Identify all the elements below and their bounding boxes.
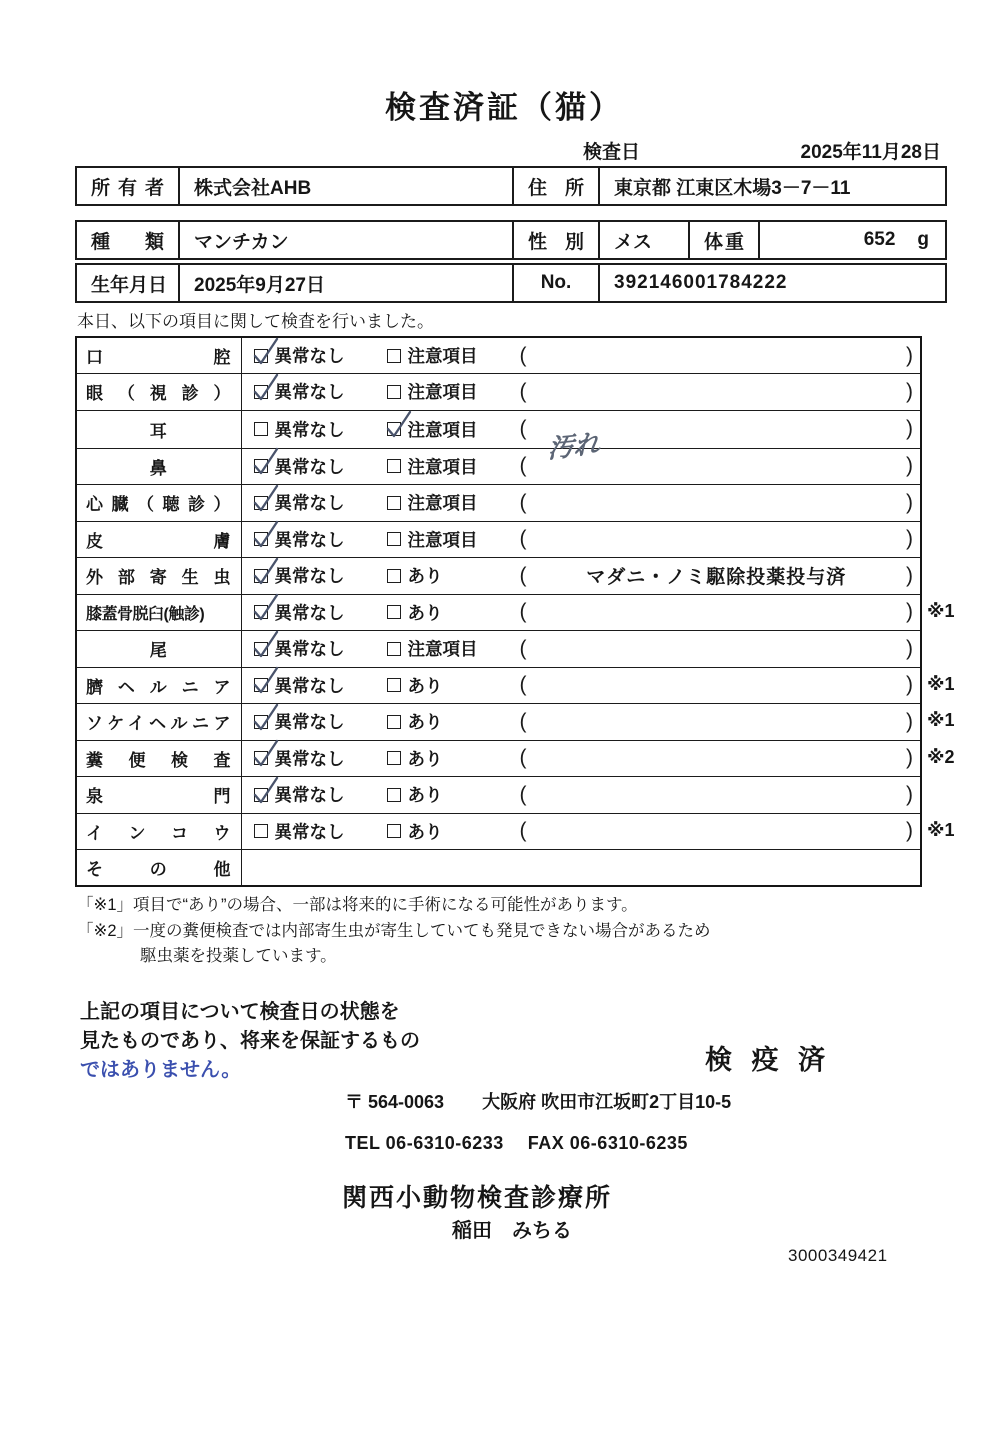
inspection-row-content (241, 813, 921, 850)
inspection-item-label: 尾 (76, 631, 241, 668)
birth-number-table (75, 263, 947, 303)
option-no-abnormality (254, 490, 387, 515)
inspection-item-label: 皮膚 (76, 521, 241, 558)
option-attention (387, 343, 520, 368)
option-attention-label: あり (407, 748, 443, 769)
inspection-row (76, 448, 921, 485)
option-no-abnormality-label: 異常なし (274, 639, 345, 660)
open-paren: ( (519, 490, 527, 514)
inspection-row (76, 410, 921, 448)
open-paren: ( (519, 600, 527, 624)
close-paren: ) (906, 819, 913, 843)
option-attention-checkbox (387, 385, 401, 399)
option-no-abnormality-label: 異常なし (274, 748, 345, 769)
inspection-date-label: 検査日 (583, 142, 641, 163)
quarantine-stamp: 検 疫 済 (705, 1045, 832, 1075)
pet-row-1 (76, 221, 946, 259)
option-attention-checkbox (387, 532, 401, 546)
inspection-row (76, 704, 921, 741)
option-attention-label: あり (407, 821, 443, 842)
inspection-row (76, 631, 921, 668)
disclaimer (80, 998, 500, 1085)
close-paren: ) (906, 343, 913, 367)
inspection-row-content (241, 410, 921, 464)
footnote-2-continued: 駆虫薬を投薬しています。 (140, 947, 337, 966)
close-paren: ) (906, 527, 913, 551)
disclaimer-line-3: ではありません。 (80, 1059, 242, 1081)
clinic-phone-line (345, 1133, 688, 1154)
note-area (520, 522, 921, 558)
inspection-row-content (241, 485, 921, 522)
inspection-date-value: 2025年11月28日 (800, 142, 941, 163)
note-area (520, 558, 921, 594)
serial-number: 3000349421 (788, 1246, 888, 1265)
inspection-item-label: インコウ (76, 813, 241, 850)
inspection-row-content (241, 777, 921, 814)
note-area (520, 595, 921, 631)
option-attention-checkbox (387, 569, 401, 583)
option-attention-checkbox (387, 715, 401, 729)
note-area (520, 741, 921, 777)
open-paren: ( (519, 563, 527, 587)
footnote-ref-mark: ※1 (927, 710, 955, 730)
option-attention (387, 527, 520, 552)
disclaimer-line-1: 上記の項目について検査日の状態を (80, 1001, 400, 1023)
weight-cell (759, 221, 946, 259)
inspection-item-label: ソケイヘルニア (76, 704, 241, 741)
inspection-row-content (241, 558, 921, 595)
number-value: 392146001784222 (599, 264, 946, 302)
option-no-abnormality (254, 600, 387, 625)
inspection-item-label: 鼻 (76, 448, 241, 485)
footnote-ref-mark: ※1 (927, 819, 955, 840)
option-no-abnormality-label: 異常なし (274, 566, 345, 587)
open-paren: ( (519, 527, 527, 551)
option-no-abnormality-label: 異常なし (274, 529, 345, 550)
option-attention-label: あり (407, 785, 443, 806)
owner-value: 株式会社AHB (179, 167, 513, 205)
option-attention-label: あり (407, 566, 443, 587)
weight-value: 652 (863, 229, 896, 250)
open-paren: ( (519, 454, 527, 478)
owner-row (76, 167, 946, 205)
weight-label: 体重 (689, 221, 759, 259)
number-label: No. (513, 264, 599, 302)
inspection-row-content (241, 631, 921, 668)
option-attention-checkbox (387, 824, 401, 838)
inspection-row (76, 558, 921, 595)
note-area (520, 668, 921, 704)
option-attention-label: 注意項目 (407, 493, 478, 514)
footnote-1: 「※1」項目で“あり”の場合、一部は将来的に手術になる可能性があります。 (77, 896, 638, 914)
inspection-table (75, 336, 922, 887)
option-attention (387, 819, 520, 844)
clinic-tel: TEL 06-6310-6233 (345, 1133, 504, 1153)
open-paren: ( (519, 379, 527, 403)
pet-row-2 (76, 264, 946, 302)
open-paren: ( (519, 343, 527, 367)
disclaimer-line-2: 見たものであり、将来を保証するもの (80, 1030, 420, 1052)
option-no-abnormality-checkbox (254, 605, 268, 619)
breed-value: マンチカン (179, 221, 513, 259)
clinic-fax: FAX 06-6310-6235 (527, 1133, 688, 1153)
close-paren: ) (906, 600, 913, 624)
option-no-abnormality-label: 異常なし (274, 821, 345, 842)
option-attention-label: あり (407, 712, 443, 733)
footnote-ref-mark: ※1 (927, 600, 955, 621)
option-no-abnormality-label: 異常なし (274, 712, 345, 733)
intro-text: 本日、以下の項目に関して検査を行いました。 (77, 312, 434, 331)
clinic-address: 大阪府 吹田市江坂町2丁目10-5 (482, 1092, 732, 1112)
inspection-row (76, 594, 921, 631)
option-no-abnormality-checkbox (254, 532, 268, 546)
option-attention (387, 600, 520, 625)
option-attention (387, 417, 520, 442)
inspection-row-content (241, 850, 921, 887)
option-no-abnormality (254, 417, 387, 442)
option-no-abnormality (254, 343, 387, 368)
footnote-marks-column (927, 336, 987, 888)
option-attention-checkbox (387, 642, 401, 656)
option-no-abnormality-label: 異常なし (274, 675, 345, 696)
inspection-item-label: 膝蓋骨脱臼(触診) (76, 594, 241, 631)
close-paren: ) (906, 490, 913, 514)
option-no-abnormality (254, 673, 387, 698)
inspection-date-row (583, 137, 941, 164)
note-area (520, 704, 921, 740)
option-attention (387, 563, 520, 588)
option-no-abnormality-label: 異常なし (274, 419, 345, 440)
close-paren: ) (906, 782, 913, 806)
option-attention (387, 709, 520, 734)
inspection-row (76, 777, 921, 814)
option-no-abnormality-checkbox (254, 824, 268, 838)
option-no-abnormality-checkbox (254, 385, 268, 399)
birthdate-value: 2025年9月27日 (179, 264, 513, 302)
open-paren: ( (519, 819, 527, 843)
inspection-item-label: 糞便検査 (76, 740, 241, 777)
inspection-row-content (241, 594, 921, 631)
inspection-row-content (241, 704, 921, 741)
note-area (520, 338, 921, 373)
option-no-abnormality (254, 819, 387, 844)
clinic-postal-code: 〒 564-0063 (345, 1092, 445, 1112)
option-no-abnormality-label: 異常なし (274, 346, 345, 366)
veterinarian-name: 稲田 みちる (452, 1220, 572, 1242)
open-paren: ( (519, 709, 527, 733)
address-value: 東京都 江東区木場3－7－11 (599, 167, 946, 205)
sex-value: メス (599, 221, 689, 259)
option-attention (387, 746, 520, 771)
inspection-row-content (241, 667, 921, 704)
open-paren: ( (519, 746, 527, 770)
option-attention (387, 454, 520, 479)
note-text: 汚れ (546, 427, 600, 464)
inspection-row (76, 850, 921, 887)
option-no-abnormality (254, 563, 387, 588)
inspection-item-label: 眼（視診） (76, 374, 241, 411)
option-attention-checkbox (387, 459, 401, 473)
inspection-item-label: 口腔 (76, 337, 241, 374)
inspection-item-label: 外部寄生虫 (76, 558, 241, 595)
option-attention (387, 782, 520, 807)
note-area (520, 814, 921, 850)
option-no-abnormality-checkbox (254, 569, 268, 583)
close-paren: ) (906, 636, 913, 660)
option-no-abnormality-label: 異常なし (274, 785, 345, 806)
footnotes (77, 893, 711, 970)
option-no-abnormality-checkbox (254, 642, 268, 656)
option-no-abnormality (254, 709, 387, 734)
close-paren: ) (906, 746, 913, 770)
inspection-row-content (241, 521, 921, 558)
inspection-section (75, 336, 995, 888)
option-no-abnormality (254, 636, 387, 661)
note-area (520, 485, 921, 521)
clinic-name: 関西小動物検査診療所 (342, 1184, 613, 1212)
option-attention-label: 注意項目 (407, 529, 478, 550)
document-title: 検査済証（猫） (385, 90, 623, 125)
close-paren: ) (906, 563, 913, 587)
option-no-abnormality-checkbox (254, 496, 268, 510)
option-attention-checkbox (387, 751, 401, 765)
birthdate-label: 生年月日 (76, 264, 179, 302)
option-attention (387, 379, 520, 404)
option-no-abnormality-checkbox (254, 788, 268, 802)
option-no-abnormality-checkbox (254, 422, 268, 436)
option-attention-label: あり (407, 602, 443, 623)
option-attention-label: 注意項目 (407, 419, 478, 440)
option-attention-checkbox (387, 788, 401, 802)
open-paren: ( (519, 673, 527, 697)
inspection-row (76, 337, 921, 374)
option-attention (387, 490, 520, 515)
inspection-row-content (241, 337, 921, 374)
option-attention (387, 636, 520, 661)
option-attention-checkbox (387, 678, 401, 692)
footnote-2: 「※2」一度の糞便検査では内部寄生虫が寄生していても発見できない場合があるため (77, 921, 711, 940)
inspection-item-label: 耳 (76, 410, 241, 448)
option-no-abnormality-checkbox (254, 349, 268, 363)
weight-unit: g (917, 229, 929, 250)
close-paren: ) (906, 709, 913, 733)
note-area (520, 777, 921, 813)
sex-label: 性別 (513, 221, 599, 259)
inspection-row (76, 740, 921, 777)
inspection-row (76, 485, 921, 522)
inspection-row (76, 667, 921, 704)
open-paren: ( (519, 417, 527, 440)
option-no-abnormality (254, 527, 387, 552)
close-paren: ) (906, 454, 913, 478)
inspection-item-label: 心臓（聴診） (76, 485, 241, 522)
inspection-item-label: 臍ヘルニア (76, 667, 241, 704)
clinic-address-line (345, 1088, 731, 1114)
note-area (520, 631, 921, 667)
inspection-row (76, 813, 921, 850)
footnote-ref-mark: ※2 (927, 746, 955, 767)
inspection-item-label: 泉門 (76, 777, 241, 814)
option-no-abnormality-checkbox (254, 751, 268, 765)
breed-label: 種類 (76, 221, 179, 259)
note-area (519, 411, 921, 464)
option-attention-checkbox (387, 605, 401, 619)
option-no-abnormality-checkbox (254, 459, 268, 473)
inspection-row (76, 521, 921, 558)
open-paren: ( (519, 782, 527, 806)
option-attention-label: 注意項目 (407, 346, 478, 366)
inspection-row-content (241, 740, 921, 777)
owner-label: 所有者 (76, 167, 179, 205)
close-paren: ) (906, 417, 913, 440)
option-attention-label: 注意項目 (407, 639, 478, 660)
inspection-item-label: その他 (76, 850, 241, 887)
option-attention-checkbox (387, 349, 401, 363)
option-no-abnormality (254, 454, 387, 479)
option-no-abnormality-label: 異常なし (274, 602, 345, 623)
option-attention-checkbox (387, 422, 401, 436)
option-no-abnormality-checkbox (254, 678, 268, 692)
option-attention-label: あり (407, 675, 443, 696)
option-no-abnormality (254, 746, 387, 771)
option-no-abnormality-label: 異常なし (274, 493, 345, 514)
option-attention-checkbox (387, 496, 401, 510)
option-attention-label: 注意項目 (407, 382, 478, 403)
pet-info-table (75, 220, 947, 260)
option-no-abnormality (254, 379, 387, 404)
note-text: マダニ・ノミ駆除投薬投与済 (586, 567, 847, 589)
option-attention-label: 注意項目 (407, 456, 478, 477)
close-paren: ) (906, 673, 913, 697)
option-no-abnormality-label: 異常なし (274, 456, 345, 477)
owner-table (75, 166, 947, 206)
option-no-abnormality-checkbox (254, 715, 268, 729)
close-paren: ) (906, 379, 913, 403)
option-attention (387, 673, 520, 698)
footnote-ref-mark: ※1 (927, 673, 955, 694)
option-no-abnormality-label: 異常なし (274, 382, 345, 403)
address-label: 住所 (513, 167, 599, 205)
option-no-abnormality (254, 782, 387, 807)
open-paren: ( (519, 636, 527, 660)
